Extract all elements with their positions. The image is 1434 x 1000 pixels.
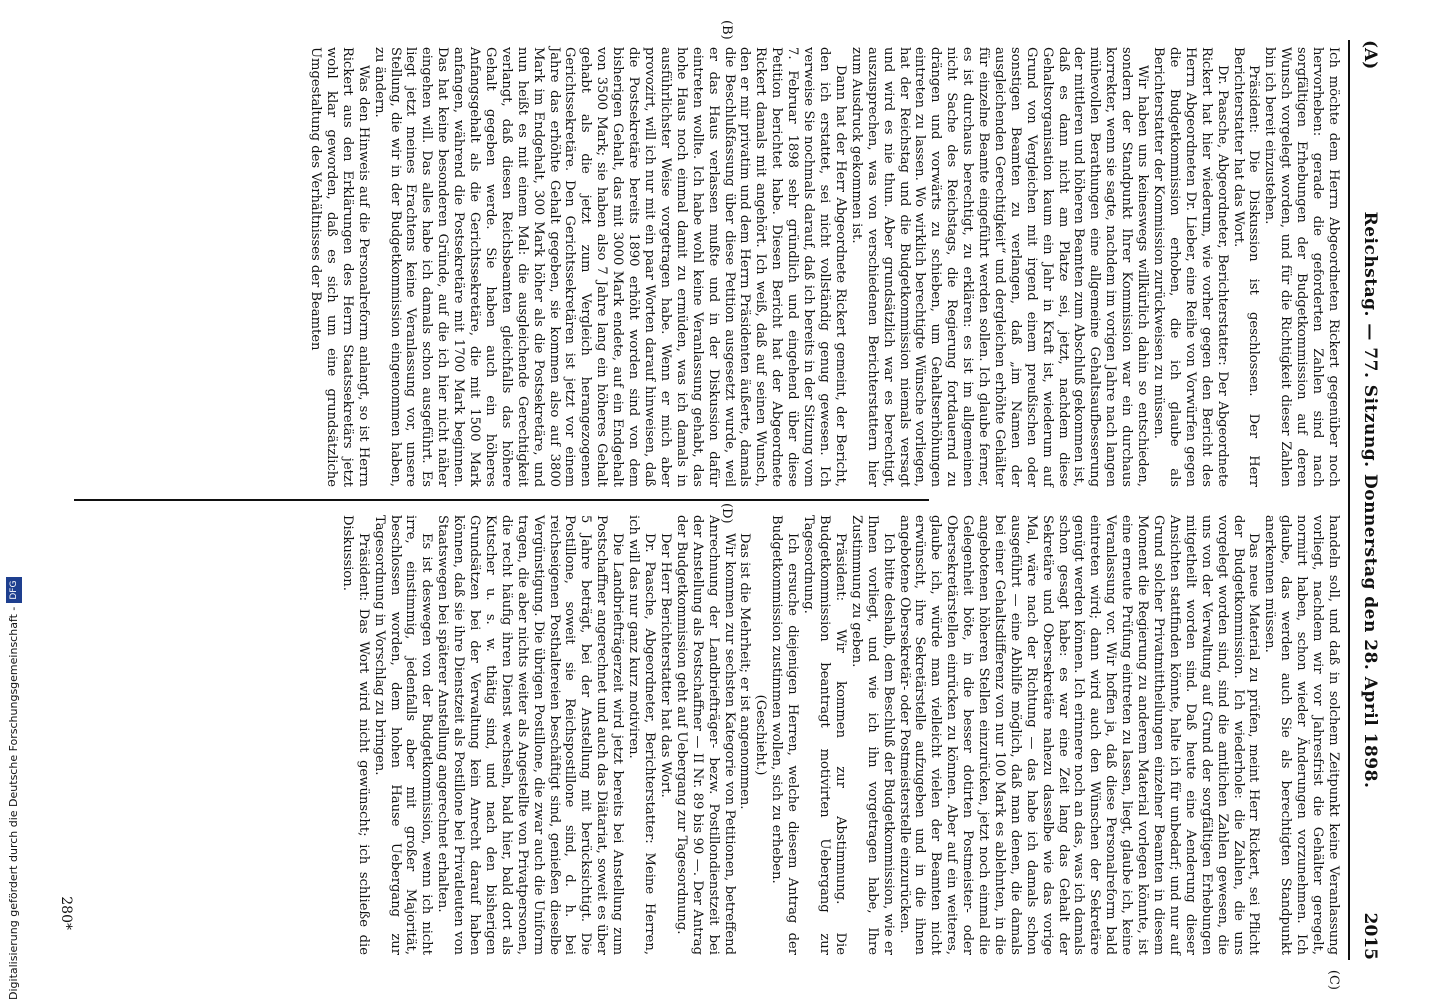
side-strip [2, 0, 26, 1000]
digitization-text: Digitalisierung gefördert durch die Deutsche Forschungsgemeinschaft - [7, 606, 20, 1000]
running-title: Reichstag. — 77. Sitzung. Donnerstag den 28. April 1898. [1360, 211, 1380, 789]
digitization-note [2, 0, 26, 1000]
margin-mark-b: (B) [719, 20, 734, 40]
paragraph: Es ist deswegen von der Budgetkommission, wenn ich nicht irre, einstimmig, jedenfalls aber mit großer Majorität, beschlossen worden, dem hohen Hause Uebergang zur Tagesordnung in Vorschlag zu bringen. [371, 515, 435, 955]
paragraph: Der Herr Berichterstatter hat das Wort. [657, 533, 673, 798]
paragraph: Das ist die Mehrheit; er ist angenommen. [737, 533, 753, 810]
right-column [41, 515, 1341, 955]
paragraph: Ich möchte dem Herrn Abgeordneten Rickert gegenüber noch hervorheben: gerade die geforderten Zahlen sind nach sorgfältigen Erhebungen der Budgetkommission auf deren Wunsch vorgelegt worden, und für die Richtigkeit dieser Zahlen bin ich bereit einzustehen. [1262, 47, 1341, 487]
paragraph: Die Landbriefträgerzeit wird jetzt bereits bei Anstellung zum Postschaffner angerechnet und auch das Diätariat, soweit es über 5 Jahre beträgt, bei der Anstellung mit berücksichtigt. Die Postillone, soweit sie Reichspostillone sind, d. h. bei reichseigenen Posthaltereien beschäftigt sind, genießen dieselbe Vergünstigung. Die übrigen Postillone, die zwar auch die Uniform tragen, die aber nichts weiter als Angestellte von Privatpersonen, die recht häufig ihren Dienst wechseln, bald hier, bald dort als Kutscher u. s. w. thätig sind, und nach den bisherigen Grundsätzen bei der Verwaltung kein Anrecht darauf haben können, daß sie ihre Dienstzeit als Postillone bei Privatleuten von Staatswegen bei späterer Anstellung angerechnet erhalten. [435, 515, 626, 955]
margin-mark-d: (D) [719, 503, 734, 524]
dfg-logo: DFG [6, 577, 22, 603]
column-rule [74, 499, 929, 501]
paragraph: (Geschieht.) [753, 694, 769, 776]
paragraph: Was den Hinweis auf die Personalreform anlangt, so ist Herrn Rickert aus den Erklärungen des Herrn Staatssekretärs jetzt wohl klar geworden, daß es sich um eine grundsätzliche Umgestaltung des Verhältnisses der Beamten [308, 47, 371, 487]
paragraph: Präsident: Die Diskussion ist geschlossen. Der Herr Berichterstatter hat das Wort. [1230, 47, 1262, 487]
page-number: 2015 [1360, 912, 1380, 960]
paragraph: Präsident: Das Wort wird nicht gewünscht; ich schließe die Diskussion. [339, 515, 371, 955]
page-header [1354, 40, 1384, 960]
header-rule [1348, 40, 1350, 960]
paragraph: Ich ersuche diejenigen Herren, welche diesem Antrag der Budgetkommission zustimmen wollen, sich zu erheben. [769, 515, 801, 955]
paragraph: Dann hat der Herr Abgeordnete Rickert gemeint, der Bericht, den ich erstattet, sei nicht vollständig genug gewesen. Ich verweise Sie nochmals darauf, daß ich bereits in der Sitzung vom 7. Februar 1898 sehr gründlich und eingehend über diese Petition berichtet habe. Diesen Bericht hat der Abgeordnete Rickert damals mit angehört. Ich weiß, daß auf seinen Wunsch, den er mir privatim und dem Herrn Präsidenten äußerte, damals die Beschlußfassung über diese Petition ausgesetzt wurde, weil er das Haus verlassen mußte und in der Diskussion dafür eintreten wollte. Ich habe wohl keine Veranlassung gehabt, das hohe Haus noch einmal damit zu ermüden, was ich damals in ausführlichster Weise vorgetragen habe. Wenn er mich aber provozirt, will ich nur mit ein paar Worten darauf hinweisen, daß die Postsekretäre bereits 1890 erhöht worden sind von dem bisherigen Gehalt, das mit 3000 Mark endete, auf ein Endgehalt von 3500 Mark; sie haben also 7 Jahre lang ein höheres Gehalt gehabt als die jetzt zum Vergleich herangezogenen Gerichtssekretäre. Den Gerichtssekretären ist jetzt vor einem Jahre das erhöhte Gehalt gegeben, sie kommen also auf 3800 Mark im Endgehalt, 300 Mark höher als die Postsekretäre, und nun heißt es mit einem Mal: die ausgleichende Gerechtigkeit verlangt, daß diesen Reichsbeamten gleichfalls das höhere Gehalt gegeben werde. Sie haben auch ein höheres Anfangsgehalt als die Gerichtssekretäre, die mit 1500 Mark anfangen, während die Postsekretäre mit 1700 Mark beginnen. Das hat keine besonderen Gründe, auf die ich hier nicht näher eingehen will. Das alles habe ich damals schon ausgeführt. Es liegt jetzt meines Erachtens keine Veranlassung vor, unsere Stellung, die wir in der Budgetkommission eingenommen haben, zu ändern. [371, 47, 848, 487]
paragraph: Wir haben uns keineswegs willkürlich dahin so entschieden, sondern der Standpunkt Ihrer Kommission war ein durchaus korrekter, wenn sie sagte, nachdem im vorigen Jahre nach langen mühevollen Berathungen eine allgemeine Gehaltsaufbesserung der mittleren und höheren Beamten zum Abschluß gekommen ist, daß es dann nicht am Platze sei, jetzt, nachdem diese Gehaltsorganisation kaum ein Jahr in Kraft ist, wiederum auf Grund von Vergleichen mit irgend einem preußischen oder sonstigen Beamten zu verlangen, daß „im Namen der ausgleichenden Gerechtigkeit“ und dergleichen erhöhte Gehälter für einzelne Beamte eingeführt werden sollen. Ich glaube ferner, es ist durchaus berechtigt, zu erklären: es ist im allgemeinen nicht Sache des Reichstags, die Regierung fortdauernd zu drängen und vorwärts zu schieben, um Gehaltserhöhungen eintreten zu lassen. Wo wirklich berechtigte Wünsche vorliegen, hat der Reichstag und die Budgetkommission niemals versagt und wird es nie thun. Aber grundsätzlich war es berechtigt, auszusprechen, was von verschiedenen Berichterstattern hier zum Ausdruck gekommen ist. [848, 47, 1151, 487]
margin-mark-c: (C) [1326, 969, 1341, 990]
paragraph: Dr. Paasche, Abgeordneter, Berichterstatter: Meine Herren, ich will das nur ganz kurz motiviren. [626, 515, 658, 955]
paragraph: Das neue Material zu prüfen, meint Herr Rickert, sei Pflicht der Budgetkommission. Ich wiederhole: die Zahlen, die uns vorgelegt worden sind, sind die amtlichen Zahlen gewesen, die uns von der Verwaltung auf Grund der sorgfältigen Erhebungen mitgetheilt worden sind. Daß heute eine Aenderung dieser Ansichten stattfinden könnte, halte ich für unbedarf; und nur auf Grund solcher Privatmittheilungen einzelner Beamten in diesem Moment die Regierung zu anderem Material vorlegen könnte, ist eine erneute Prüfung eintreten zu lassen, liegt, glaube ich, keine Veranlassung vor. Wir hoffen ja, daß diese Personalreform bald eintreten wird; dann wird auch den Wünschen der Sekretäre genügt werden können. Ich erinnere noch an das, was ich damals schon gesagt habe: es war eine Zeit lang das Gehalt der Sekretäre und Obersekretäre nahezu dasselbe wie das vorige Mal, wäre nach der Richtung — das habe ich damals schon ausgeführt — eine Abhilfe möglich, daß man denen, die damals bei einer Gehaltsdifferenz von nur 100 Mark es ablehnten, in die angebotenen höheren Stellen einzurücken, jetzt noch einmal die Gelegenheit böte, in die besser dotirten Postmeister- oder Obersekretärstellen einrücken zu können. Aber auf ein weiteres, glaube ich, würde man vielleicht vielen der Beamten nicht erwünscht, ihre Sekretärstelle aufzugeben und in die ihnen angebotene Obersekretär- oder Postmeisterstelle einzurücken. [896, 515, 1262, 955]
paragraph: Präsident: Wir kommen zur Abstimmung. Die Budgetkommission beantragt motivirten Uebergang zur Tagesordnung. [801, 515, 848, 955]
margin-mark-a: (A) [1360, 40, 1380, 70]
signature-mark: 280* [58, 896, 74, 930]
paragraph: handeln soll, und daß in solchem Zeitpunkt keine Veranlassung vorliegt, nachdem wir vor Jahresfrist die Gehälter geregelt, normirt haben, schon wieder Änderungen vorzunehmen. Ich glaube, das werden auch Sie als berechtigten Standpunkt anerkennen müssen. [1262, 515, 1341, 955]
paragraph: Ich bitte deshalb, dem Beschluß der Budgetkommission, wie er Ihnen vorliegt, und wie ich ihn vorgetragen habe, Ihre Zustimmung zu geben. [848, 515, 896, 955]
paragraph: Dr. Paasche, Abgeordneter, Berichterstatter: Der Abgeordnete Rickert hat hier wiederum, wie vorher gegen den Bericht des Herrn Abgeordneten Dr. Lieber, eine Reihe von Vorwürfen gegen die Budgetkommission erhoben, die ich glaube als Berichterstatter der Kommission zurückweisen zu müssen. [1151, 47, 1230, 487]
left-column [41, 47, 1341, 487]
paragraph: Wir kommen zur sechsten Kategorie von Petitionen, betreffend Anrechnung der Landbriefträger- bezw. Postillondienstzeit bei der Anstellung als Postschaffner — II Nr. 89 bis 90 —. Der Antrag der Budgetkommission geht auf Uebergang zur Tagesordnung. [673, 515, 737, 955]
